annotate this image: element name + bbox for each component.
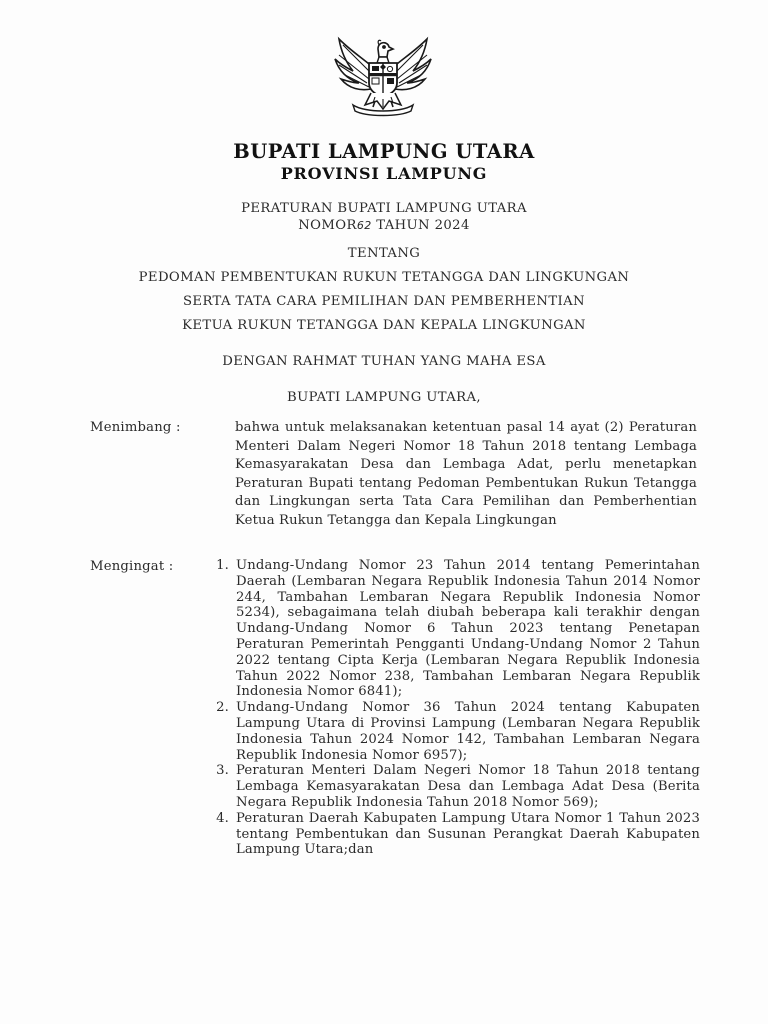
mengingat-item-3 — [205, 763, 700, 810]
garuda-emblem-icon — [331, 31, 435, 117]
mengingat-label: Mengingat : — [90, 559, 174, 574]
mengingat-item-4 — [205, 811, 700, 858]
mengingat-item-2 — [205, 700, 700, 763]
item-text: Peraturan Daerah Kabupaten Lampung Utara Nomor 1 Tahun 2023 tentang Pembentukan dan Susunan Perangkat Daerah Kabupaten Lampung Utara;dan — [236, 810, 700, 858]
nomor-prefix: NOMOR — [298, 218, 357, 233]
regulation-number — [0, 218, 768, 233]
invocation: DENGAN RAHMAT TUHAN YANG MAHA ESA — [222, 354, 546, 369]
regulation-title: PERATURAN BUPATI LAMPUNG UTARA — [241, 201, 527, 216]
subject-line-1: PEDOMAN PEMBENTUKAN RUKUN TETANGGA DAN LINGKUNGAN — [138, 270, 630, 285]
item-number: 3. — [216, 763, 229, 779]
item-number: 4. — [216, 810, 229, 826]
issuer-title: BUPATI LAMPUNG UTARA — [233, 140, 535, 163]
item-number: 2. — [216, 700, 229, 716]
province-title: PROVINSI LAMPUNG — [280, 164, 488, 183]
subject-line-3: KETUA RUKUN TETANGGA DAN KEPALA LINGKUNGAN — [182, 318, 586, 333]
menimbang-label: Menimbang : — [90, 420, 181, 435]
nomor-handwritten-number: 62 — [356, 219, 372, 232]
mengingat-item-1 — [205, 558, 700, 700]
nomor-year: TAHUN 2024 — [371, 218, 470, 233]
item-text: Undang-Undang Nomor 23 Tahun 2014 tentang Pemerintahan Daerah (Lembaran Negara Republik Indonesia Tahun 2014 Nomor 244, Tambahan Lembaran Negara Republik Indonesia Nomor 5234), sebagaimana telah diubah beberapa kali terakhir dengan Undang-Undang Nomor 6 Tahun 2023 tentang Penetapan Peraturan Pemerintah Pengganti Undang-Undang Nomor 2 Tahun 2022 tentang Cipta Kerja (Lembaran Negara Republik Indonesia Tahun 2022 Nomor 238, Tambahan Lembaran Negara Republik Indonesia Nomor 6841); — [236, 558, 700, 700]
item-text: Peraturan Menteri Dalam Negeri Nomor 18 Tahun 2018 tentang Lembaga Kemasyarakatan Desa dan Lembaga Adat Desa (Berita Negara Republik Indonesia Tahun 2018 Nomor 569); — [236, 763, 700, 810]
item-text: Undang-Undang Nomor 36 Tahun 2024 tentang Kabupaten Lampung Utara di Provinsi Lampung (Lembaran Negara Republik Indonesia Tahun 2024 Nomor 142, Tambahan Lembaran Negara Republik Indonesia Nomor 6957); — [236, 700, 700, 763]
subject-line-2: SERTA TATA CARA PEMILIHAN DAN PEMBERHENTIAN — [182, 294, 586, 309]
tentang-heading: TENTANG — [347, 246, 421, 261]
issuer-line: BUPATI LAMPUNG UTARA, — [286, 390, 482, 405]
item-number: 1. — [216, 558, 229, 573]
mengingat-list — [205, 558, 700, 858]
menimbang-text: bahwa untuk melaksanakan ketentuan pasal 14 ayat (2) Peraturan Menteri Dalam Negeri Nomor 18 Tahun 2018 tentang Lembaga Kemasyarakatan Desa dan Lembaga Adat, perlu menetapkan Peraturan Bupati tentang Pedoman Pembentukan Rukun Tetangga dan Lingkungan serta Tata Cara Pemilihan dan Pemberhentian Ketua Rukun Tetangga dan Kepala Lingkungan — [235, 420, 697, 528]
